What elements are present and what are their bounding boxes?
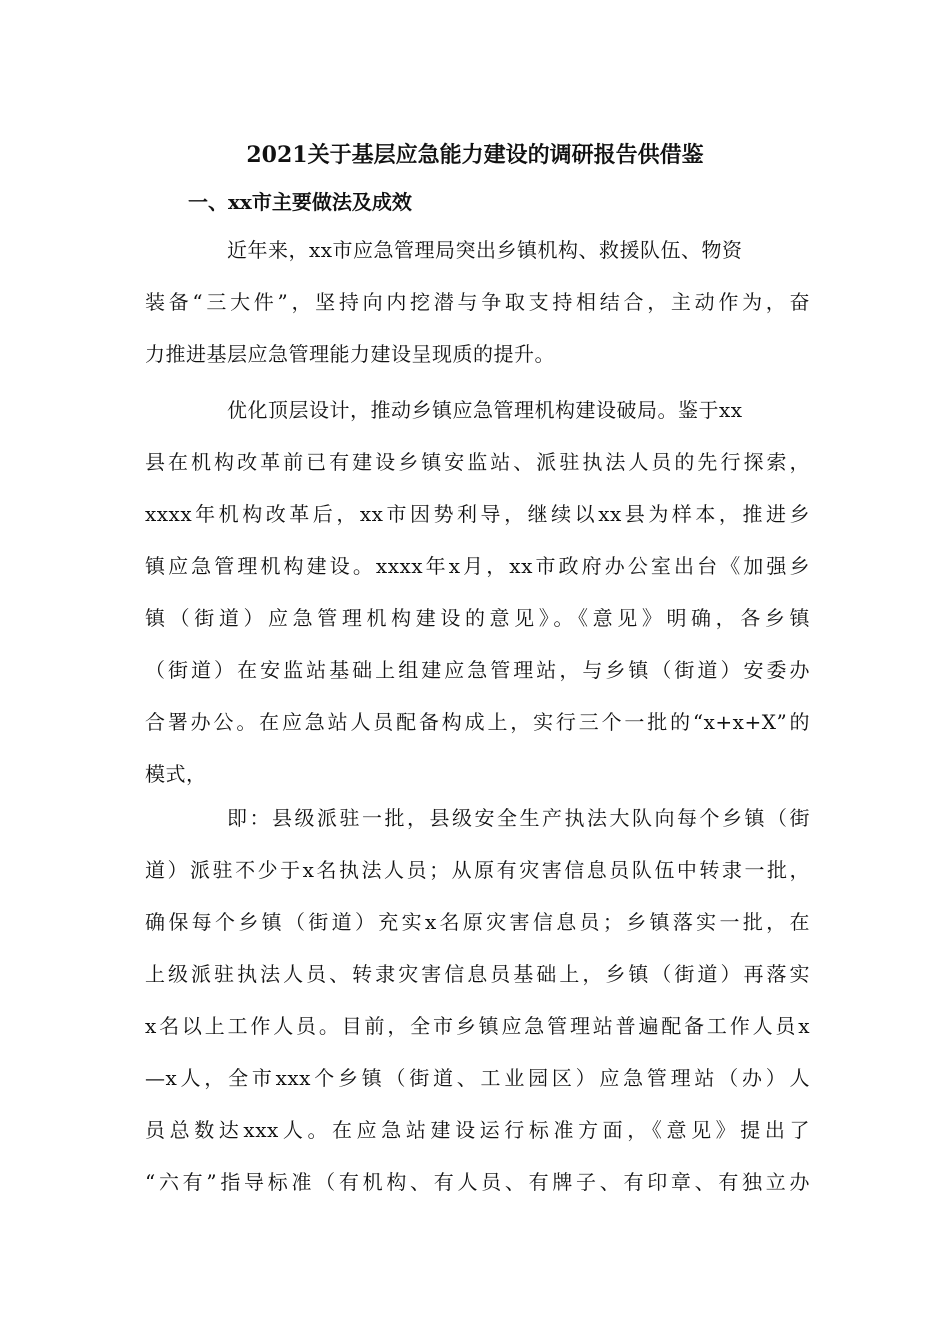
paragraph-2 — [145, 384, 810, 800]
paragraph-3 — [145, 792, 810, 1208]
paragraph-line: x名以上工作人员。目前，全市乡镇应急管理站普遍配备工作人员x — [145, 1014, 810, 1038]
paragraph-line: 力推进基层应急管理能力建设呈现质的提升。 — [145, 342, 555, 366]
document-title: 2021关于基层应急能力建设的调研报告供借鉴 — [246, 142, 704, 168]
paragraph-line: 镇（街道）应急管理机构建设的意见》。《意见》明确，各乡镇 — [145, 606, 810, 630]
paragraph-line: 确保每个乡镇（街道）充实x名原灾害信息员；乡镇落实一批，在 — [145, 910, 810, 934]
paragraph-line: 镇应急管理机构建设。xxxx年x月，xx市政府办公室出台《加强乡 — [145, 554, 810, 578]
paragraph-line: 合署办公。在应急站人员配备构成上，实行三个一批的“x+x+X”的 — [145, 710, 810, 734]
paragraph-line: 模式， — [145, 762, 207, 786]
paragraph-line: 道）派驻不少于x名执法人员；从原有灾害信息员队伍中转隶一批， — [145, 858, 810, 882]
paragraph-line: 优化顶层设计，推动乡镇应急管理机构建设破局。鉴于xx — [227, 398, 743, 422]
paragraph-line: （街道）在安监站基础上组建应急管理站，与乡镇（街道）安委办 — [145, 658, 810, 682]
paragraph-1 — [145, 224, 810, 380]
paragraph-line: “六有”指导标准（有机构、有人员、有牌子、有印章、有独立办 — [145, 1170, 810, 1194]
paragraph-line: —x人，全市xxx个乡镇（街道、工业园区）应急管理站（办）人 — [145, 1066, 810, 1090]
paragraph-line: 上级派驻执法人员、转隶灾害信息员基础上，乡镇（街道）再落实 — [145, 962, 810, 986]
paragraph-line: 近年来，xx市应急管理局突出乡镇机构、救援队伍、物资 — [227, 238, 743, 262]
paragraph-line: 员总数达xxx人。在应急站建设运行标准方面，《意见》提出了 — [145, 1118, 810, 1142]
paragraph-line: 县在机构改革前已有建设乡镇安监站、派驻执法人员的先行探索， — [145, 450, 810, 474]
paragraph-line: 即：县级派驻一批，县级安全生产执法大队向每个乡镇（街 — [227, 806, 810, 830]
section-heading: 一、xx市主要做法及成效 — [188, 190, 412, 214]
paragraph-line: 装备“三大件”，坚持向内挖潜与争取支持相结合，主动作为，奋 — [145, 290, 810, 314]
paragraph-line: xxxx年机构改革后，xx市因势利导，继续以xx县为样本，推进乡 — [145, 502, 810, 526]
